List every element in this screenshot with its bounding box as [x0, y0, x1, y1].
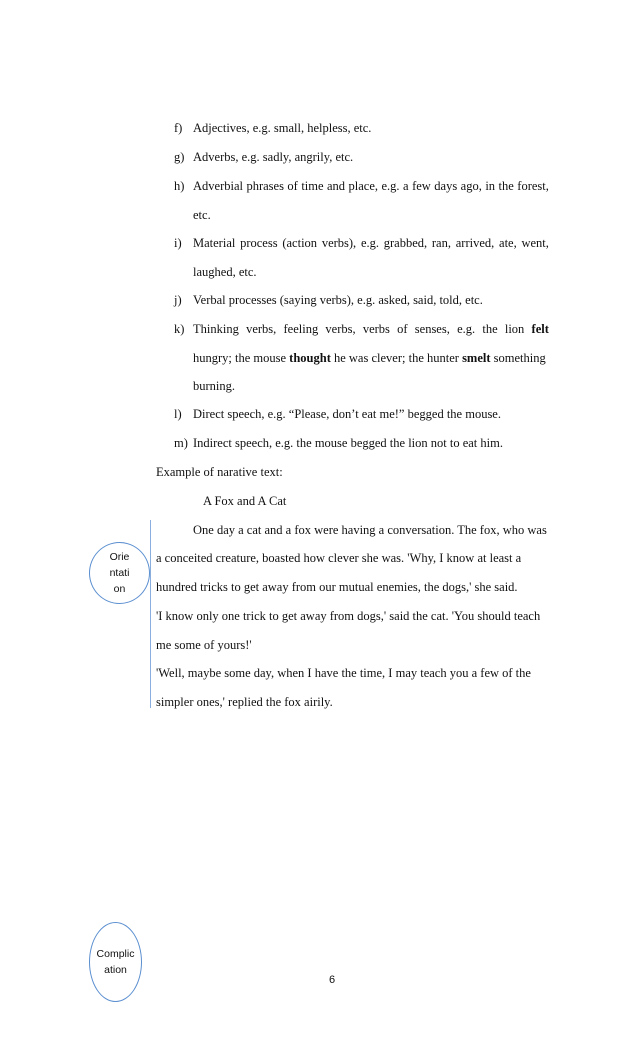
story-line: 'I know only one trick to get away from dogs,' said the cat. 'You should teach — [156, 609, 541, 623]
word: of — [287, 179, 298, 193]
word: in — [485, 179, 496, 193]
annotation-line: ntati — [109, 567, 130, 579]
word: a — [403, 179, 409, 193]
word: the — [482, 322, 498, 336]
word: went, — [521, 236, 549, 250]
word: (action — [282, 236, 318, 250]
list-text-justified — [193, 321, 549, 337]
word: verbs, — [246, 322, 277, 336]
word: senses, — [414, 322, 450, 336]
word: few — [412, 179, 431, 193]
word: feeling — [283, 322, 319, 336]
word: ran, — [431, 236, 451, 250]
bold-word: smelt — [462, 351, 491, 365]
word: arrived, — [455, 236, 495, 250]
word: days — [434, 179, 458, 193]
annotation-line: ation — [104, 964, 127, 976]
list-marker: k) — [174, 322, 185, 336]
orientation-annotation — [89, 542, 150, 604]
word: e.g. — [381, 179, 400, 193]
word: grabbed, — [383, 236, 428, 250]
list-marker: f) — [174, 121, 183, 135]
word: felt — [531, 322, 549, 336]
word: Material — [193, 236, 236, 250]
list-text: Adjectives, e.g. small, helpless, etc. — [193, 121, 372, 135]
story-title: A Fox and A Cat — [203, 494, 287, 508]
story-line: One day a cat and a fox were having a conversation. The fox, who was — [193, 523, 547, 537]
list-text-justified — [193, 235, 549, 251]
list-marker: j) — [174, 293, 182, 307]
annotation-line: Orie — [109, 551, 130, 563]
annotation-line: Complic — [96, 948, 135, 960]
word: process — [240, 236, 278, 250]
story-line: a conceited creature, boasted how clever she was. 'Why, I know at least a — [156, 551, 522, 565]
annotation-line: on — [113, 583, 126, 595]
word: ate, — [499, 236, 517, 250]
word: e.g. — [360, 236, 379, 250]
word: place, — [348, 179, 379, 193]
word: time — [301, 179, 324, 193]
word: ago, — [460, 179, 482, 193]
text-run: he was clever; the hunter — [330, 351, 463, 365]
list-marker: g) — [174, 150, 185, 164]
word: Adverbial — [193, 179, 243, 193]
word: lion — [504, 322, 525, 336]
bold-word: thought — [289, 351, 331, 365]
list-text: Indirect speech, e.g. the mouse begged the lion not to eat him. — [193, 436, 503, 450]
word: and — [327, 179, 346, 193]
list-text: Adverbs, e.g. sadly, angrily, etc. — [193, 150, 354, 164]
list-marker: i) — [174, 236, 182, 250]
list-marker: l) — [174, 407, 182, 421]
list-text-continued — [193, 350, 546, 366]
list-text-continued: etc. — [193, 208, 211, 222]
complication-annotation — [89, 922, 142, 1002]
word: e.g. — [457, 322, 476, 336]
word: verbs — [362, 322, 390, 336]
list-text-justified — [193, 178, 549, 194]
word: phrases — [246, 179, 284, 193]
list-text: Verbal processes (saying verbs), e.g. asked, said, told, etc. — [193, 293, 483, 307]
story-line: 'Well, maybe some day, when I have the time, I may teach you a few of the — [156, 666, 531, 680]
page-number: 6 — [329, 974, 336, 986]
list-text-continued: laughed, etc. — [193, 265, 257, 279]
orientation-bracket — [150, 520, 157, 708]
word: verbs, — [325, 322, 356, 336]
example-heading: Example of narative text: — [156, 465, 283, 479]
text-run: something — [490, 351, 546, 365]
word: Thinking — [193, 322, 239, 336]
story-line: simpler ones,' replied the fox airily. — [156, 695, 333, 709]
list-marker: h) — [174, 179, 185, 193]
list-marker: m) — [174, 436, 188, 450]
story-line: hundred tricks to get away from our mutual enemies, the dogs,' she said. — [156, 580, 518, 594]
word: verbs), — [321, 236, 357, 250]
word: of — [397, 322, 408, 336]
word: the — [498, 179, 514, 193]
text-run: hungry; the mouse — [193, 351, 290, 365]
word: forest, — [517, 179, 549, 193]
story-line: me some of yours!' — [156, 638, 252, 652]
list-text: Direct speech, e.g. “Please, don’t eat me!” begged the mouse. — [193, 407, 501, 421]
list-text-continued: burning. — [193, 379, 236, 393]
